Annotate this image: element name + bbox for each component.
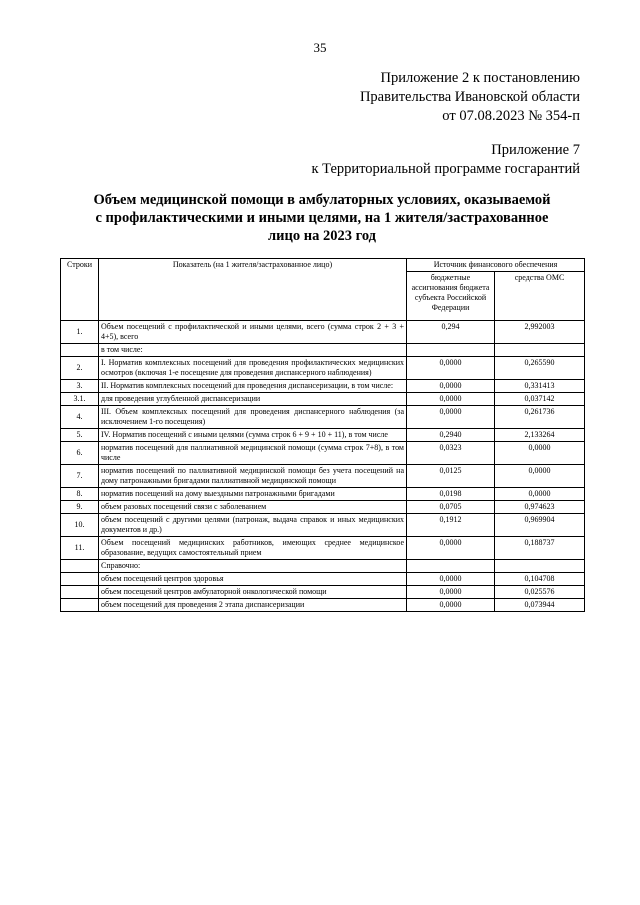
row-budget-value: 0,1912 [407, 514, 495, 537]
row-indicator: норматив посещений на дому выездными патронажными бригадами [99, 488, 407, 501]
table-row [61, 465, 585, 488]
approval-line: Приложение 2 к постановлению [380, 70, 580, 86]
row-indicator: норматив посещений по паллиативной медицинской помощи без учета посещений на дому патронажными бригадами паллиативной медицинской помощи [99, 465, 407, 488]
row-number [61, 599, 99, 612]
row-indicator: объем посещений с другими целями (патронаж, выдача справок и иных медицинских документов и др.) [99, 514, 407, 537]
row-budget-value: 0,0000 [407, 357, 495, 380]
row-budget-value: 0,0000 [407, 599, 495, 612]
row-oms-value: 0,0000 [495, 488, 585, 501]
table-row [61, 429, 585, 442]
row-oms-value: 0,969904 [495, 514, 585, 537]
row-number: 8. [61, 488, 99, 501]
table-row [61, 501, 585, 514]
row-number: 11. [61, 537, 99, 560]
header-rows: Строки [61, 259, 99, 321]
row-budget-value: 0,0125 [407, 465, 495, 488]
table-row [61, 393, 585, 406]
approval-block-1 [360, 69, 580, 126]
title-line: с профилактическими и иными целями, на 1 жителя/застрахованное [95, 210, 549, 226]
approval-line: Правительства Ивановской области [359, 89, 580, 105]
row-number: 9. [61, 501, 99, 514]
table-row [61, 586, 585, 599]
row-oms-value: 0,265590 [495, 357, 585, 380]
row-indicator: объем посещений центров амбулаторной онкологической помощи [99, 586, 407, 599]
row-oms-value: 2,133264 [495, 429, 585, 442]
row-oms-value: 0,261736 [495, 406, 585, 429]
row-number: 4. [61, 406, 99, 429]
table-row [61, 406, 585, 429]
row-budget-value: 0,0000 [407, 537, 495, 560]
row-oms-value: 0,104708 [495, 573, 585, 586]
row-number [61, 344, 99, 357]
volume-table [60, 258, 585, 612]
table-row [61, 537, 585, 560]
page-number: 35 [313, 40, 327, 55]
row-oms-value: 2,992003 [495, 321, 585, 344]
row-indicator: III. Объем комплексных посещений для проведения диспансерного наблюдения (за исключением 1-го посещения) [99, 406, 407, 429]
row-indicator: норматив посещений для паллиативной медицинской помощи (сумма строк 7+8), в том числе [99, 442, 407, 465]
row-budget-value [407, 344, 495, 357]
row-number [61, 586, 99, 599]
row-budget-value [407, 560, 495, 573]
row-oms-value: 0,025576 [495, 586, 585, 599]
row-indicator: IV. Норматив посещений с иными целями (сумма строк 6 + 9 + 10 + 11), в том числе [99, 429, 407, 442]
row-number: 2. [61, 357, 99, 380]
header-oms: средства ОМС [495, 272, 585, 321]
row-number: 10. [61, 514, 99, 537]
row-oms-value: 0,0000 [495, 465, 585, 488]
row-budget-value: 0,0000 [407, 393, 495, 406]
row-budget-value: 0,0198 [407, 488, 495, 501]
approval-line: к Территориальной программе госгарантий [311, 161, 580, 177]
row-indicator: объем посещений для проведения 2 этапа диспансеризации [99, 599, 407, 612]
row-oms-value: 0,974623 [495, 501, 585, 514]
approval-block-2 [311, 141, 580, 179]
row-indicator: Объем посещений с профилактической и иными целями, всего (сумма строк 2 + 3 + 4+5), всего [99, 321, 407, 344]
row-oms-value [495, 344, 585, 357]
row-indicator: для проведения углубленной диспансеризации [99, 393, 407, 406]
row-budget-value: 0,0000 [407, 586, 495, 599]
row-number: 7. [61, 465, 99, 488]
header-budget: бюджетные ассигнования бюджета субъекта Российской Федерации [407, 272, 495, 321]
header-indicator: Показатель (на 1 жителя/застрахованное лицо) [99, 259, 407, 321]
row-budget-value: 0,0000 [407, 406, 495, 429]
table-row [61, 514, 585, 537]
title-line: лицо на 2023 год [268, 228, 376, 244]
row-indicator: Справочно: [99, 560, 407, 573]
row-oms-value: 0,331413 [495, 380, 585, 393]
table-row [61, 344, 585, 357]
row-budget-value: 0,2940 [407, 429, 495, 442]
table-row [61, 321, 585, 344]
row-budget-value: 0,0000 [407, 573, 495, 586]
row-budget-value: 0,0000 [407, 380, 495, 393]
table-row [61, 357, 585, 380]
table-row [61, 442, 585, 465]
document-title [60, 191, 584, 245]
row-number: 3. [61, 380, 99, 393]
table-row [61, 599, 585, 612]
row-number [61, 560, 99, 573]
row-number [61, 573, 99, 586]
approval-line: от 07.08.2023 № 354-п [442, 108, 580, 124]
row-indicator: II. Норматив комплексных посещений для проведения диспансеризации, в том числе: [99, 380, 407, 393]
row-oms-value: 0,188737 [495, 537, 585, 560]
table-row [61, 560, 585, 573]
table-row [61, 380, 585, 393]
row-number: 5. [61, 429, 99, 442]
row-number: 1. [61, 321, 99, 344]
table-row [61, 488, 585, 501]
row-oms-value: 0,0000 [495, 442, 585, 465]
row-indicator: I. Норматив комплексных посещений для проведения профилактических медицинских осмотров (включая 1-е посещение для проведения диспансерного наблюдения) [99, 357, 407, 380]
row-indicator: в том числе: [99, 344, 407, 357]
row-indicator: объем посещений центров здоровья [99, 573, 407, 586]
table-body [61, 321, 585, 612]
row-budget-value: 0,0323 [407, 442, 495, 465]
title-line: Объем медицинской помощи в амбулаторных условиях, оказываемой [93, 192, 551, 208]
row-oms-value: 0,037142 [495, 393, 585, 406]
row-number: 6. [61, 442, 99, 465]
approval-line: Приложение 7 [491, 142, 580, 158]
row-indicator: Объем посещений медицинских работников, имеющих среднее медицинское образование, ведущих самостоятельный прием [99, 537, 407, 560]
row-indicator: объем разовых посещений связи с заболеванием [99, 501, 407, 514]
row-oms-value [495, 560, 585, 573]
row-budget-value: 0,294 [407, 321, 495, 344]
header-source: Источник финансового обеспечения [407, 259, 585, 272]
row-oms-value: 0,073944 [495, 599, 585, 612]
row-budget-value: 0,0705 [407, 501, 495, 514]
row-number: 3.1. [61, 393, 99, 406]
table-row [61, 573, 585, 586]
